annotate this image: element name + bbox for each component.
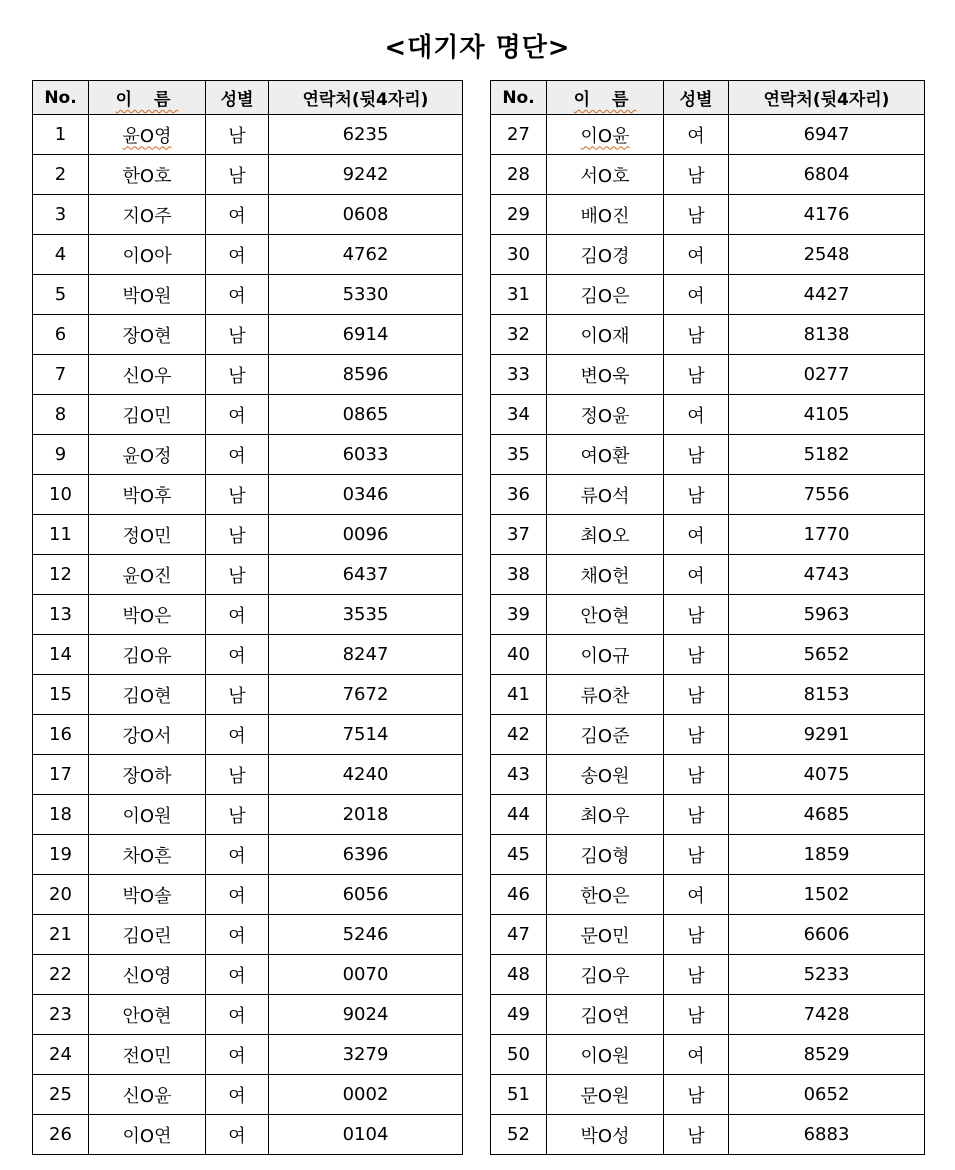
cell-no: 45 (491, 835, 547, 875)
cell-name: 김O준 (547, 715, 664, 755)
table-row (33, 355, 463, 395)
header-name-label: 이 름 (115, 90, 179, 110)
cell-contact: 4762 (269, 235, 463, 275)
cell-contact: 5963 (729, 595, 925, 635)
table-row (491, 515, 925, 555)
cell-name: 장O현 (89, 315, 206, 355)
cell-no: 30 (491, 235, 547, 275)
cell-no: 13 (33, 595, 89, 635)
table-row (33, 475, 463, 515)
cell-gender: 남 (664, 995, 729, 1035)
cell-gender: 여 (206, 915, 269, 955)
cell-no: 22 (33, 955, 89, 995)
cell-name: 신O윤 (89, 1075, 206, 1115)
table-row (33, 435, 463, 475)
table-row (33, 1035, 463, 1075)
cell-contact: 6437 (269, 555, 463, 595)
cell-gender: 여 (206, 195, 269, 235)
cell-name-text: 윤O영 (122, 125, 172, 147)
cell-gender: 남 (664, 315, 729, 355)
cell-gender: 남 (206, 555, 269, 595)
cell-no: 23 (33, 995, 89, 1035)
cell-contact: 4743 (729, 555, 925, 595)
header-name-label: 이 름 (573, 90, 637, 110)
cell-name (547, 115, 664, 155)
table-row (491, 435, 925, 475)
waitlist-table-left (32, 80, 463, 1155)
cell-no: 40 (491, 635, 547, 675)
cell-gender: 여 (664, 875, 729, 915)
table-row (491, 355, 925, 395)
cell-no: 11 (33, 515, 89, 555)
cell-gender: 남 (206, 155, 269, 195)
cell-no: 26 (33, 1115, 89, 1155)
cell-contact: 6056 (269, 875, 463, 915)
cell-name: 차O흔 (89, 835, 206, 875)
cell-name: 최O오 (547, 515, 664, 555)
cell-contact: 0104 (269, 1115, 463, 1155)
table-row (33, 715, 463, 755)
cell-contact: 4105 (729, 395, 925, 435)
cell-contact: 0070 (269, 955, 463, 995)
cell-gender: 여 (206, 1035, 269, 1075)
cell-gender: 남 (664, 1075, 729, 1115)
cell-contact: 2018 (269, 795, 463, 835)
table-row (33, 515, 463, 555)
cell-name: 최O우 (547, 795, 664, 835)
header-name (89, 81, 206, 115)
page-title: <대기자 명단> (384, 33, 571, 63)
table-row (33, 235, 463, 275)
cell-name: 안O현 (547, 595, 664, 635)
cell-no: 8 (33, 395, 89, 435)
header-no: No. (491, 81, 547, 115)
cell-contact: 9024 (269, 995, 463, 1035)
cell-contact: 6033 (269, 435, 463, 475)
table-row (491, 395, 925, 435)
cell-name: 신O영 (89, 955, 206, 995)
cell-no: 38 (491, 555, 547, 595)
cell-contact: 0346 (269, 475, 463, 515)
cell-no: 43 (491, 755, 547, 795)
cell-gender: 여 (206, 955, 269, 995)
table-row (491, 675, 925, 715)
header-gender: 성별 (206, 81, 269, 115)
cell-gender: 남 (664, 195, 729, 235)
cell-contact: 7514 (269, 715, 463, 755)
cell-contact: 4427 (729, 275, 925, 315)
cell-gender: 남 (664, 155, 729, 195)
cell-name: 윤O정 (89, 435, 206, 475)
cell-no: 50 (491, 1035, 547, 1075)
cell-no: 6 (33, 315, 89, 355)
cell-name: 전O민 (89, 1035, 206, 1075)
cell-no: 49 (491, 995, 547, 1035)
cell-gender: 남 (206, 675, 269, 715)
cell-name: 정O민 (89, 515, 206, 555)
table-row (33, 955, 463, 995)
cell-no: 18 (33, 795, 89, 835)
cell-no: 32 (491, 315, 547, 355)
cell-no: 41 (491, 675, 547, 715)
cell-no: 28 (491, 155, 547, 195)
cell-no: 42 (491, 715, 547, 755)
cell-contact: 3279 (269, 1035, 463, 1075)
cell-gender: 여 (206, 635, 269, 675)
table-row (33, 595, 463, 635)
cell-contact: 5652 (729, 635, 925, 675)
cell-name: 강O서 (89, 715, 206, 755)
cell-name: 이O아 (89, 235, 206, 275)
cell-gender: 여 (206, 275, 269, 315)
cell-no: 9 (33, 435, 89, 475)
cell-contact: 0865 (269, 395, 463, 435)
table-row (491, 715, 925, 755)
table-row (491, 155, 925, 195)
cell-no: 27 (491, 115, 547, 155)
cell-contact: 0002 (269, 1075, 463, 1115)
table-row (491, 755, 925, 795)
cell-name: 한O은 (547, 875, 664, 915)
table-row (491, 915, 925, 955)
cell-contact: 4685 (729, 795, 925, 835)
cell-gender: 남 (664, 435, 729, 475)
header-name (547, 81, 664, 115)
cell-name: 김O우 (547, 955, 664, 995)
cell-name: 정O윤 (547, 395, 664, 435)
cell-no: 44 (491, 795, 547, 835)
table-row (491, 1035, 925, 1075)
cell-contact: 8138 (729, 315, 925, 355)
cell-name: 배O진 (547, 195, 664, 235)
cell-gender: 여 (206, 835, 269, 875)
cell-gender: 남 (664, 835, 729, 875)
cell-contact: 4075 (729, 755, 925, 795)
cell-contact: 6396 (269, 835, 463, 875)
cell-no: 20 (33, 875, 89, 915)
cell-name: 서O호 (547, 155, 664, 195)
cell-gender: 남 (664, 635, 729, 675)
table-row (33, 835, 463, 875)
cell-name: 송O원 (547, 755, 664, 795)
cell-contact: 4176 (729, 195, 925, 235)
cell-contact: 6883 (729, 1115, 925, 1155)
cell-contact: 5182 (729, 435, 925, 475)
cell-contact: 8529 (729, 1035, 925, 1075)
cell-name: 김O경 (547, 235, 664, 275)
cell-gender: 남 (664, 955, 729, 995)
cell-gender: 여 (206, 995, 269, 1035)
cell-no: 48 (491, 955, 547, 995)
cell-gender: 남 (664, 755, 729, 795)
cell-gender: 남 (664, 1115, 729, 1155)
table-row (33, 315, 463, 355)
cell-contact: 8247 (269, 635, 463, 675)
table-row (491, 315, 925, 355)
cell-gender: 남 (664, 795, 729, 835)
cell-contact: 8596 (269, 355, 463, 395)
table-row (491, 795, 925, 835)
cell-name: 김O형 (547, 835, 664, 875)
cell-gender: 여 (206, 715, 269, 755)
cell-no: 17 (33, 755, 89, 795)
cell-contact: 1859 (729, 835, 925, 875)
cell-contact: 6914 (269, 315, 463, 355)
cell-no: 4 (33, 235, 89, 275)
cell-contact: 9242 (269, 155, 463, 195)
header-no: No. (33, 81, 89, 115)
table-row (491, 635, 925, 675)
header-gender: 성별 (664, 81, 729, 115)
cell-gender: 남 (206, 515, 269, 555)
cell-gender: 남 (664, 595, 729, 635)
cell-gender: 여 (664, 1035, 729, 1075)
cell-name: 류O석 (547, 475, 664, 515)
cell-no: 31 (491, 275, 547, 315)
table-row (33, 995, 463, 1035)
cell-no: 34 (491, 395, 547, 435)
cell-contact: 1770 (729, 515, 925, 555)
cell-gender: 여 (664, 555, 729, 595)
cell-gender: 남 (664, 915, 729, 955)
cell-no: 25 (33, 1075, 89, 1115)
header-row (491, 81, 925, 115)
cell-name: 문O원 (547, 1075, 664, 1115)
cell-no: 12 (33, 555, 89, 595)
cell-name: 김O은 (547, 275, 664, 315)
cell-contact: 9291 (729, 715, 925, 755)
cell-no: 5 (33, 275, 89, 315)
cell-no: 52 (491, 1115, 547, 1155)
table-row (33, 1075, 463, 1115)
cell-contact: 5330 (269, 275, 463, 315)
cell-no: 3 (33, 195, 89, 235)
table-row (491, 1115, 925, 1155)
cell-name: 김O현 (89, 675, 206, 715)
cell-name: 김O유 (89, 635, 206, 675)
table-row (33, 195, 463, 235)
table-row (33, 675, 463, 715)
header-contact: 연락처(뒷4자리) (269, 81, 463, 115)
cell-no: 37 (491, 515, 547, 555)
table-row (33, 915, 463, 955)
cell-no: 10 (33, 475, 89, 515)
table-row (491, 955, 925, 995)
cell-name: 김O연 (547, 995, 664, 1035)
cell-gender: 여 (206, 1075, 269, 1115)
cell-gender: 남 (664, 675, 729, 715)
cell-gender: 여 (206, 1115, 269, 1155)
cell-gender: 여 (206, 875, 269, 915)
cell-contact: 3535 (269, 595, 463, 635)
table-row (491, 115, 925, 155)
cell-contact: 0608 (269, 195, 463, 235)
table-row (33, 395, 463, 435)
cell-contact: 7672 (269, 675, 463, 715)
table-row (33, 155, 463, 195)
cell-no: 19 (33, 835, 89, 875)
cell-gender: 여 (206, 595, 269, 635)
cell-name: 윤O진 (89, 555, 206, 595)
cell-no: 51 (491, 1075, 547, 1115)
table-row (491, 275, 925, 315)
cell-name: 지O주 (89, 195, 206, 235)
cell-no: 29 (491, 195, 547, 235)
table-row (491, 235, 925, 275)
cell-gender: 남 (664, 715, 729, 755)
cell-no: 14 (33, 635, 89, 675)
table-row (491, 555, 925, 595)
cell-name: 변O욱 (547, 355, 664, 395)
cell-name: 이O규 (547, 635, 664, 675)
table-row (33, 275, 463, 315)
cell-gender: 남 (206, 115, 269, 155)
cell-no: 21 (33, 915, 89, 955)
cell-no: 15 (33, 675, 89, 715)
cell-name: 문O민 (547, 915, 664, 955)
cell-contact: 6804 (729, 155, 925, 195)
cell-no: 46 (491, 875, 547, 915)
cell-contact: 4240 (269, 755, 463, 795)
cell-name: 박O솔 (89, 875, 206, 915)
cell-no: 1 (33, 115, 89, 155)
table-row (491, 995, 925, 1035)
cell-gender: 남 (206, 475, 269, 515)
cell-no: 16 (33, 715, 89, 755)
cell-name: 김O린 (89, 915, 206, 955)
waitlist-table-right (490, 80, 925, 1155)
table-row (33, 635, 463, 675)
cell-gender: 남 (206, 755, 269, 795)
cell-no: 39 (491, 595, 547, 635)
cell-gender: 여 (664, 235, 729, 275)
cell-name: 한O호 (89, 155, 206, 195)
cell-no: 2 (33, 155, 89, 195)
table-row (33, 875, 463, 915)
table-row (491, 1075, 925, 1115)
cell-no: 35 (491, 435, 547, 475)
cell-gender: 남 (206, 795, 269, 835)
cell-gender: 여 (664, 515, 729, 555)
cell-contact: 0277 (729, 355, 925, 395)
cell-name: 김O민 (89, 395, 206, 435)
header-contact: 연락처(뒷4자리) (729, 81, 925, 115)
cell-contact: 8153 (729, 675, 925, 715)
cell-name: 채O헌 (547, 555, 664, 595)
cell-name: 박O후 (89, 475, 206, 515)
cell-name: 류O찬 (547, 675, 664, 715)
cell-contact: 2548 (729, 235, 925, 275)
cell-gender: 여 (206, 235, 269, 275)
table-row (33, 795, 463, 835)
cell-name: 이O원 (547, 1035, 664, 1075)
cell-name: 신O우 (89, 355, 206, 395)
cell-name: 박O은 (89, 595, 206, 635)
cell-name: 이O원 (89, 795, 206, 835)
cell-name: 이O재 (547, 315, 664, 355)
table-row (33, 1115, 463, 1155)
cell-contact: 1502 (729, 875, 925, 915)
cell-no: 47 (491, 915, 547, 955)
table-row (491, 195, 925, 235)
cell-no: 33 (491, 355, 547, 395)
cell-name: 박O성 (547, 1115, 664, 1155)
cell-name: 안O현 (89, 995, 206, 1035)
cell-gender: 여 (664, 115, 729, 155)
table-row (491, 595, 925, 635)
cell-gender: 남 (206, 315, 269, 355)
table-row (33, 555, 463, 595)
cell-name-text: 이O윤 (580, 125, 630, 147)
cell-contact: 0096 (269, 515, 463, 555)
cell-name: 이O연 (89, 1115, 206, 1155)
cell-gender: 남 (664, 475, 729, 515)
cell-no: 7 (33, 355, 89, 395)
cell-name: 장O하 (89, 755, 206, 795)
cell-contact: 0652 (729, 1075, 925, 1115)
cell-contact: 6235 (269, 115, 463, 155)
cell-contact: 5246 (269, 915, 463, 955)
cell-gender: 남 (664, 355, 729, 395)
cell-contact: 6947 (729, 115, 925, 155)
table-row (491, 835, 925, 875)
cell-name: 박O원 (89, 275, 206, 315)
cell-contact: 7556 (729, 475, 925, 515)
header-row (33, 81, 463, 115)
table-row (33, 755, 463, 795)
cell-gender: 여 (206, 435, 269, 475)
table-row (33, 115, 463, 155)
table-row (491, 875, 925, 915)
table-row (491, 475, 925, 515)
cell-gender: 여 (664, 395, 729, 435)
cell-no: 24 (33, 1035, 89, 1075)
cell-gender: 여 (664, 275, 729, 315)
cell-name (89, 115, 206, 155)
cell-name: 여O환 (547, 435, 664, 475)
cell-contact: 6606 (729, 915, 925, 955)
cell-contact: 5233 (729, 955, 925, 995)
cell-contact: 7428 (729, 995, 925, 1035)
cell-gender: 여 (206, 395, 269, 435)
cell-gender: 남 (206, 355, 269, 395)
cell-no: 36 (491, 475, 547, 515)
